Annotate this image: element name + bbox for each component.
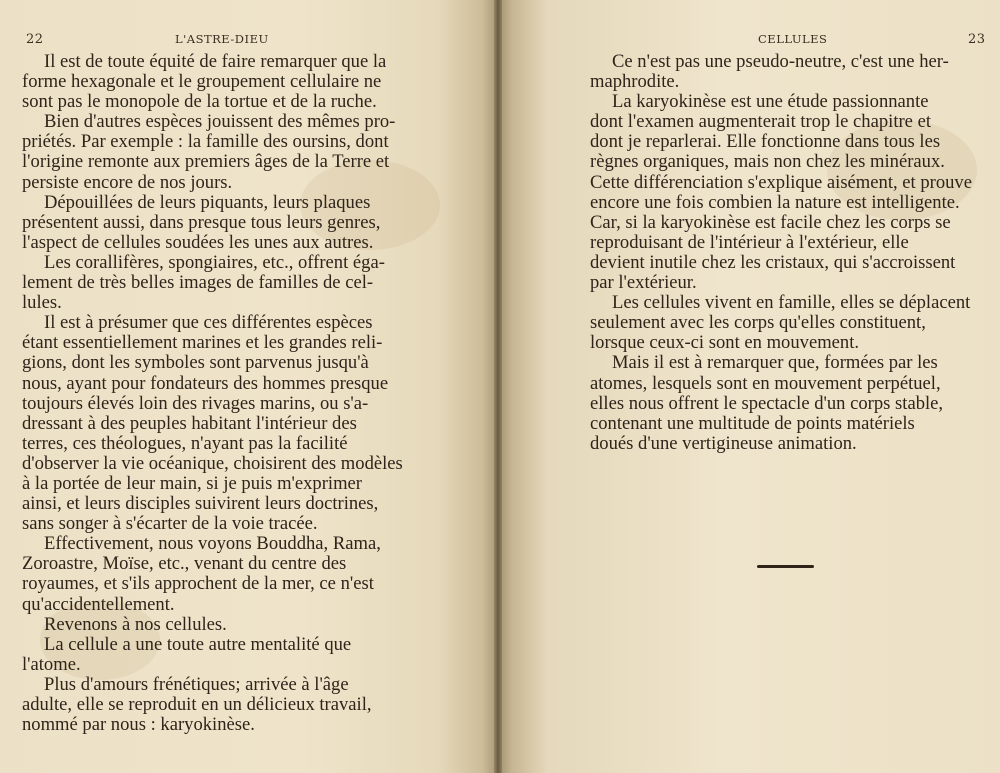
text-line: [22, 193, 419, 213]
text-line: dressant à des peuples habitant l'intérieur des: [22, 412, 357, 434]
text-line: dont l'examen augmenterait trop le chapitre et: [590, 111, 931, 133]
right-page: [497, 0, 1000, 773]
text-line: [22, 635, 419, 655]
text-line: nommé par nous : karyokinèse.: [22, 714, 255, 736]
text-line: l'origine remonte aux premiers âges de la Terre et: [22, 151, 390, 173]
left-page: [0, 0, 497, 773]
page-number-right: 23: [968, 32, 986, 47]
running-head-right: CELLULES: [758, 32, 828, 46]
text-line: lorsque ceux-ci sont en mouvement.: [590, 332, 860, 354]
text-line: reproduisant de l'intérieur à l'extérieur, elle: [590, 231, 909, 253]
text-line: doués d'une vertigineuse animation.: [590, 432, 857, 454]
text-line: terres, ces théologues, n'ayant pas la facilité: [22, 432, 348, 454]
text-line: [22, 534, 419, 554]
text-line: Cette différenciation s'explique aisément, et prouve: [590, 171, 972, 193]
text-line-content: Mais il est à remarquer que, formées par les: [612, 352, 938, 374]
text-line: dont je reparlerai. Elle fonctionne dans tous les: [590, 131, 941, 153]
text-line: adulte, elle se reproduit en un délicieux travail,: [22, 694, 372, 715]
text-line: [22, 675, 419, 695]
text-line: [22, 52, 419, 72]
text-line: encore une fois combien la nature est intelligente.: [590, 191, 960, 213]
text-line-content: Bien d'autres espèces jouissent des mêmes pro-: [44, 111, 396, 133]
text-line-content: Effectivement, nous voyons Bouddha, Rama,: [44, 533, 381, 555]
text-line-content: Revenons à nos cellules.: [44, 613, 227, 635]
text-line: [590, 52, 985, 72]
text-line: contenant une multitude de points matériels: [590, 412, 915, 434]
text-line: présentent aussi, dans presque tous leurs genres,: [22, 211, 381, 233]
text-line: seulement avec les corps qu'elles constituent,: [590, 312, 926, 334]
text-line-content: La karyokinèse est une étude passionnante: [612, 91, 929, 113]
text-line: Zoroastre, Moïse, etc., venant du centre des: [22, 553, 347, 575]
text-line: [22, 112, 419, 132]
right-page-body: [590, 52, 985, 454]
text-line: règnes organiques, mais non chez les minéraux.: [590, 151, 945, 173]
text-line: d'observer la vie océanique, choisirent des modèles: [22, 452, 403, 474]
text-line: Car, si la karyokinèse est facile chez les corps se: [590, 211, 951, 233]
text-line: atomes, lesquels sont en mouvement perpétuel,: [590, 372, 941, 394]
text-line-content: Dépouillées de leurs piquants, leurs plaques: [44, 191, 371, 213]
text-line: lement de très belles images de familles de cel-: [22, 272, 374, 294]
text-line: forme hexagonale et le groupement cellulaire ne: [22, 71, 382, 93]
text-line: [22, 313, 419, 333]
text-line: persiste encore de nos jours.: [22, 171, 233, 193]
text-line: royaumes, et s'ils approchent de la mer, ce n'est: [22, 573, 374, 595]
text-line: maphrodite.: [590, 71, 680, 93]
text-line: priétés. Par exemple : la famille des oursins, dont: [22, 131, 389, 153]
text-line: [590, 353, 985, 373]
text-line: l'atome.: [22, 653, 81, 675]
text-line: [590, 293, 985, 313]
book-gutter: [494, 0, 502, 773]
text-line-content: Il est à présumer que ces différentes espèces: [44, 312, 373, 334]
left-page-body: [22, 52, 419, 735]
text-line-content: La cellule a une toute autre mentalité que: [44, 633, 352, 655]
text-line: ainsi, et leurs disciples suivirent leurs doctrines,: [22, 493, 379, 515]
text-line-content: Il est de toute équité de faire remarquer que la: [44, 51, 387, 72]
text-line: qu'accidentellement.: [22, 593, 175, 615]
text-line: lules.: [22, 292, 62, 314]
text-line: l'aspect de cellules soudées les unes aux autres.: [22, 231, 374, 253]
running-head-left: L'ASTRE-DIEU: [175, 32, 269, 46]
text-line-content: Les cellules vivent en famille, elles se déplacent: [612, 292, 971, 314]
text-line: toujours élevés loin des rivages marins, ou s'a-: [22, 392, 369, 414]
text-line-content: Ce n'est pas une pseudo-neutre, c'est une her-: [612, 51, 949, 72]
text-line: [22, 253, 419, 273]
text-line: à la portée de leur main, si je puis m'exprimer: [22, 472, 362, 494]
text-line: [590, 92, 985, 112]
text-line: étant essentiellement marines et les grandes reli-: [22, 332, 383, 354]
text-line: gions, dont les symboles sont parvenus jusqu'à: [22, 352, 369, 374]
text-line: sans songer à s'écarter de la voie tracée.: [22, 513, 318, 535]
text-line: elles nous offrent le spectacle d'un corps stable,: [590, 392, 944, 414]
page-number-left: 22: [26, 32, 44, 47]
text-line: nous, ayant pour fondateurs des hommes presque: [22, 372, 389, 394]
text-line: devient inutile chez les cristaux, qui s'accroissent: [590, 251, 956, 273]
text-line: [22, 615, 419, 635]
text-line-content: Plus d'amours frénétiques; arrivée à l'âge: [44, 673, 349, 695]
section-end-rule: [757, 565, 814, 568]
text-line: par l'extérieur.: [590, 272, 697, 294]
text-line: sont pas le monopole de la tortue et de la ruche.: [22, 91, 377, 113]
text-line-content: Les corallifères, spongiaires, etc., offrent éga-: [44, 251, 385, 273]
